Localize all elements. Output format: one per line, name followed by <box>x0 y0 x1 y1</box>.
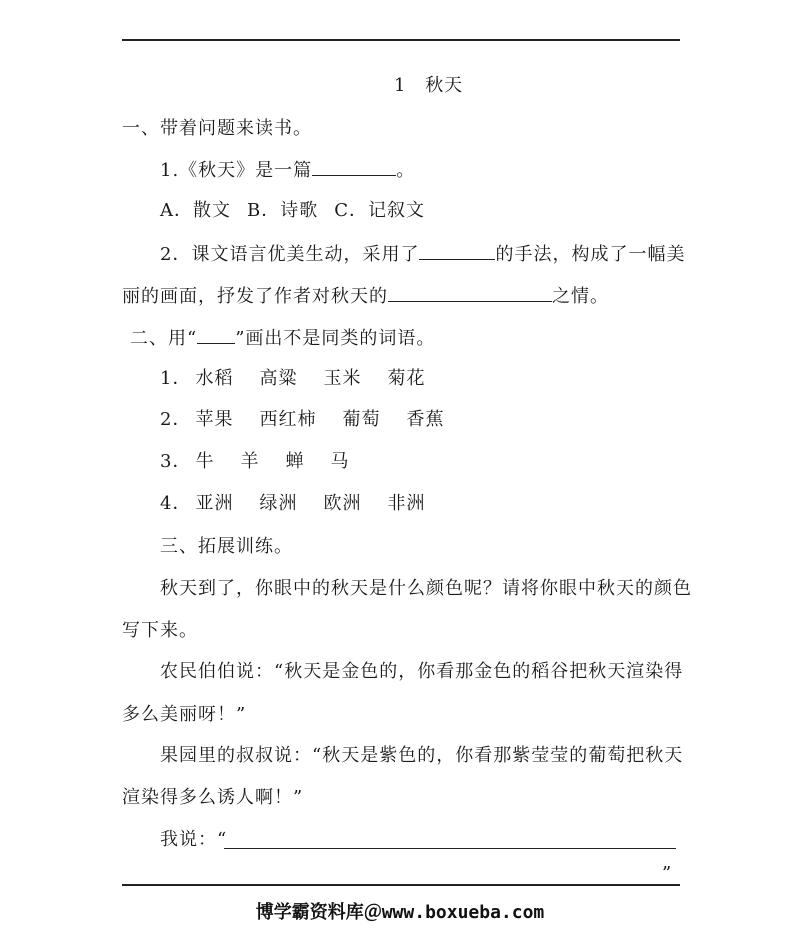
word-group-4-num: 4． <box>160 493 192 514</box>
question-2-cont-suffix: 之情。 <box>552 286 609 307</box>
word[interactable]: 牛 <box>195 451 215 472</box>
word[interactable]: 葡萄 <box>342 409 381 430</box>
paragraph-3-line-1: 果园里的叔叔说：“秋天是紫色的，你看那紫莹莹的葡萄把秋天 <box>160 745 684 766</box>
paragraph-3-line-2: 渲染得多么诱人啊！” <box>122 787 304 808</box>
answer-prompt: 我说：“ <box>160 829 228 850</box>
word[interactable]: 绿洲 <box>259 493 298 514</box>
option-c[interactable]: C．记叙文 <box>334 200 426 221</box>
question-2 <box>160 241 685 267</box>
question-2-middle: 的手法，构成了一幅美 <box>495 244 686 265</box>
section1-heading: 一、带着问题来读书。 <box>122 118 312 139</box>
word-group-2 <box>160 408 470 432</box>
question-1 <box>160 157 415 183</box>
question-1-prefix: 1.《秋天》是一篇 <box>160 160 313 181</box>
word[interactable]: 高粱 <box>259 368 298 389</box>
section3-heading: 三、拓展训练。 <box>160 536 293 557</box>
answer-line[interactable] <box>224 848 676 849</box>
section2-heading-prefix: 二、用“ <box>130 328 198 349</box>
paragraph-1-line-2: 写下来。 <box>122 620 198 641</box>
word-group-1 <box>160 367 451 391</box>
paragraph-1-line-1: 秋天到了，你眼中的秋天是什么颜色呢？请将你眼中秋天的颜色 <box>160 578 692 599</box>
word[interactable]: 菊花 <box>387 368 426 389</box>
option-b[interactable]: B．诗歌 <box>247 200 319 221</box>
section2-heading-suffix: ”画出不是同类的词语。 <box>235 328 436 349</box>
word-group-2-num: 2． <box>160 409 192 430</box>
question-2-cont-prefix: 丽的画面，抒发了作者对秋天的 <box>122 286 388 307</box>
word[interactable]: 马 <box>330 451 350 472</box>
title-text: 秋天 <box>425 75 464 96</box>
question-1-suffix: 。 <box>396 160 416 181</box>
word[interactable]: 亚洲 <box>195 493 234 514</box>
title-number: 1 <box>394 75 407 96</box>
paragraph-2-line-1: 农民伯伯说：“秋天是金色的，你看那金色的稻谷把秋天渲染得 <box>160 661 684 682</box>
word[interactable]: 苹果 <box>195 409 234 430</box>
word[interactable]: 蝉 <box>285 451 305 472</box>
word[interactable]: 西红柿 <box>259 409 317 430</box>
bottom-rule <box>122 884 680 886</box>
word[interactable]: 欧洲 <box>323 493 362 514</box>
word-group-3-num: 3． <box>160 451 192 472</box>
option-a[interactable]: A．散文 <box>160 200 231 221</box>
word[interactable]: 香蕉 <box>406 409 445 430</box>
page-title <box>394 74 463 98</box>
question-1-blank[interactable] <box>312 157 396 176</box>
question-2-blank-2[interactable] <box>388 283 552 302</box>
answer-close-quote: ” <box>662 863 673 884</box>
section2-heading <box>130 325 435 351</box>
question-2-blank-1[interactable] <box>419 241 495 260</box>
question-2-prefix: 2．课文语言优美生动，采用了 <box>160 244 420 265</box>
word-group-3 <box>160 450 375 474</box>
paragraph-2-line-2: 多么美丽呀！” <box>122 704 247 725</box>
word-group-1-num: 1． <box>160 368 192 389</box>
section2-underline-sample <box>197 325 235 344</box>
word[interactable]: 羊 <box>240 451 260 472</box>
word[interactable]: 玉米 <box>323 368 362 389</box>
top-rule <box>122 39 680 41</box>
word[interactable]: 水稻 <box>195 368 234 389</box>
question-1-options <box>160 199 441 223</box>
footer-watermark: 博学霸资料库＠www.boxueba.com <box>255 902 545 923</box>
word-group-4 <box>160 492 451 516</box>
question-2-continued <box>122 283 609 309</box>
word[interactable]: 非洲 <box>387 493 426 514</box>
